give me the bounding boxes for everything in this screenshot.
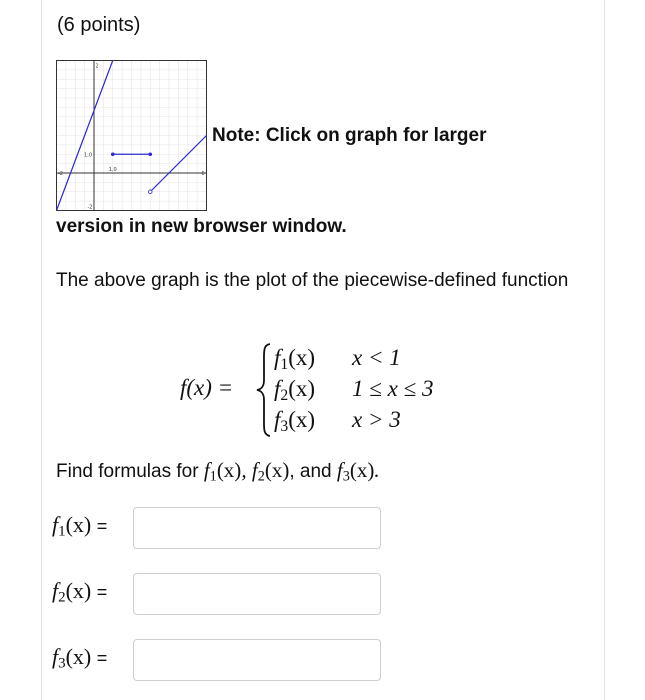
brace-shape [256,342,272,438]
closed-endpoint [111,152,115,156]
find-instruction: Find formulas for $f_1(x)$, $f_2(x)$, and $f_3(x)$. [56,458,380,485]
note-line-2: version in new browser window. [56,216,347,237]
case-row-1: $f_1(x) x < 1$ [274,345,401,373]
piecewise-formula [180,342,500,438]
answer-label-f3: $f_3(x)$ = [52,644,108,672]
answer-input-f3[interactable] [133,639,381,681]
answer-input-f1[interactable] [133,507,381,549]
case-condition-1: x < 1 [352,345,401,370]
tick-label-ymin: -2 [87,204,93,211]
answer-input-f2[interactable] [133,573,381,615]
points-label: (6 points) [57,14,141,36]
formula-lhs: f(x) = [180,375,234,400]
tick-label-x1: 1,0 [108,167,117,173]
intro-text: The above graph is the plot of the piecewise-defined function [56,270,569,291]
open-endpoint [148,190,152,194]
case-row-2: $f_2(x) 1 \le x \le 3$ [274,376,434,404]
tick-label-ymax: 2 [95,63,99,70]
answer-label-f1: $f_1(x)$ = [52,512,108,540]
answer-label-f2: $f_2(x)$ = [52,578,108,606]
note-line-1: Note: Click on graph for larger [212,125,487,146]
case-condition-3: x > 3 [352,407,401,432]
tick-label-y1: 1,0 [84,152,92,159]
formula-brace [256,342,272,444]
tick-label-xmax: 6 [201,171,205,177]
graph-thumbnail[interactable] [56,60,207,211]
closed-endpoint [148,152,152,156]
case-row-3: $f_3(x) x > 3$ [274,407,401,435]
case-condition-2: 1 ≤ x ≤ 3 [352,376,434,401]
tick-label-xmin: -2 [58,171,63,177]
graph-plot[interactable] [56,60,207,211]
